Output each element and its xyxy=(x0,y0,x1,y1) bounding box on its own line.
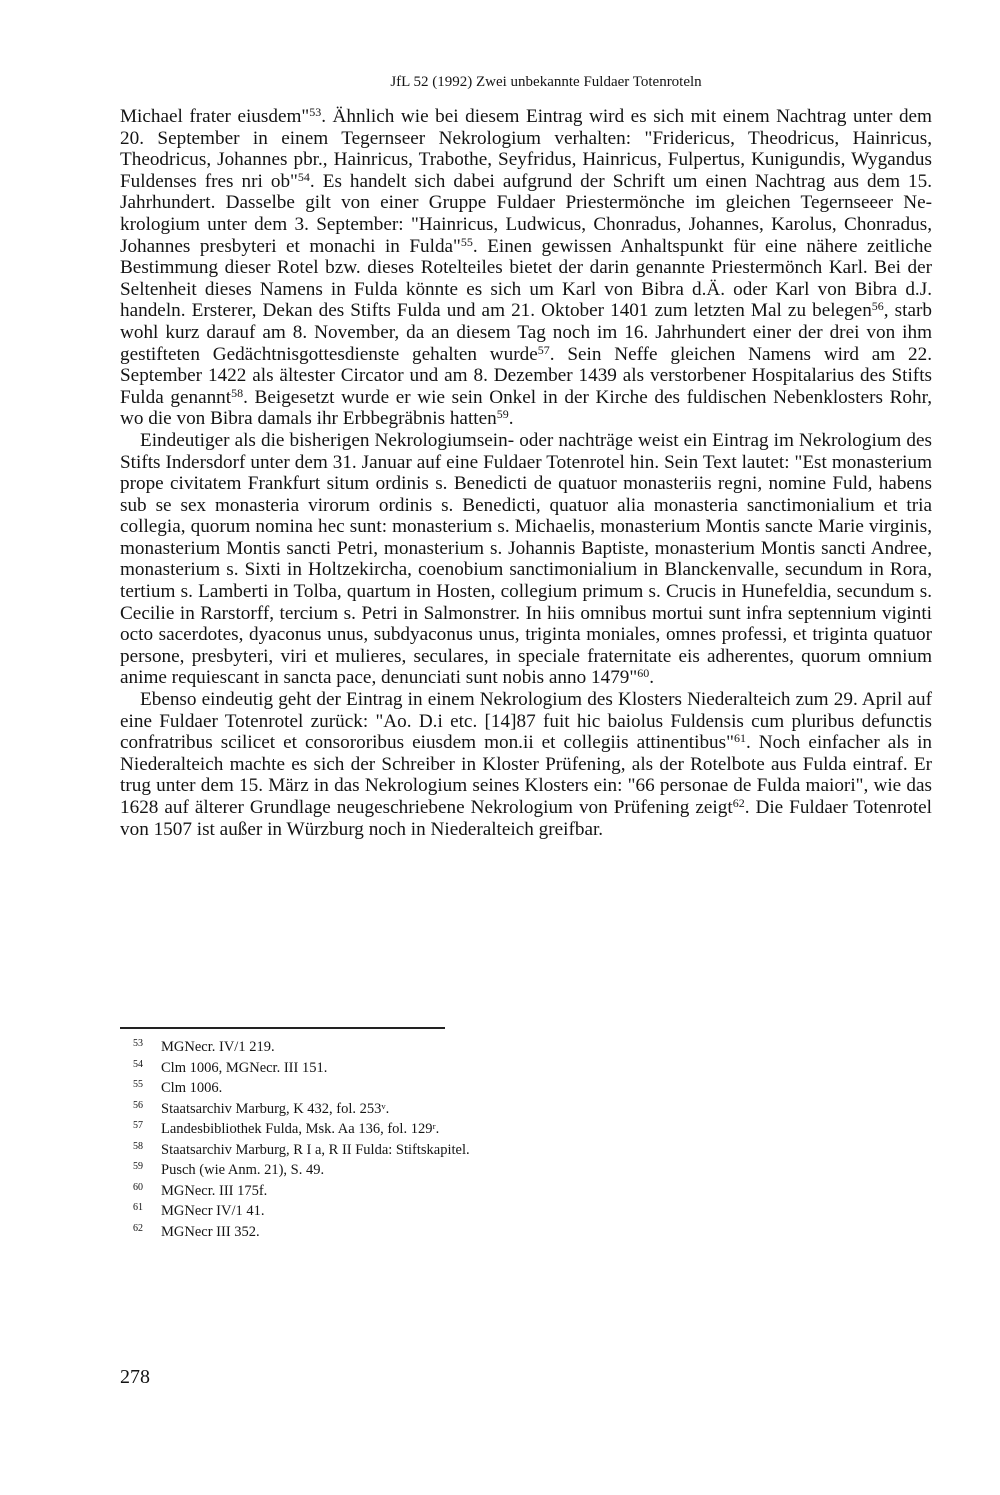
footnote-text: MGNecr. III 175f. xyxy=(161,1182,268,1199)
footnote xyxy=(133,1058,733,1079)
text-run: . Sein Neffe gleichen Namens wird am 22. September 1422 als ältester Circator und am 8. Dezember 1439 als verstorbener Hospitalarius des Stifts Fulda genannt xyxy=(120,343,932,408)
footnote-text: Landesbibliothek Fulda, Msk. Aa 136, fol. 129ʳ. xyxy=(161,1121,440,1137)
text-run: . Es handelt sich dabei aufgrund der Schrift um einen Nachtrag aus dem 15. Jahrhundert. Dasselbe gilt von einer Gruppe Fuldaer Priestermönche im gleichen Tegernseeer Nekrologium unter dem 3. September: "Hainricus, Ludwicus, Chonradus, Johannes, Karolus, Chonradus, Johannes presbyteri et monachi in Fulda" xyxy=(120,170,932,257)
footnote-ref[interactable]: 60 xyxy=(637,666,650,681)
text-run: . Beigesetzt wurde er wie sein Onkel in der Kirche des fuldischen Nebenklosters Rohr, wo die von Bibra damals ihr Erbbegräbnis hatten xyxy=(120,386,932,430)
text-run: , starb wohl kurz darauf am 8. November, da an diesem Tag noch im 16. Jahrhundert einer der drei von ihm gestifteten Gedächtnisgottesdienste gehalten wurde xyxy=(120,300,932,365)
footnote-text: Clm 1006. xyxy=(161,1080,223,1096)
footnote-number: 61 xyxy=(133,1202,143,1213)
body-text xyxy=(120,106,932,840)
footnote-number: 57 xyxy=(133,1120,143,1131)
footnote-text: MGNecr. IV/1 219. xyxy=(161,1039,275,1055)
footnote-text: Pusch (wie Anm. 21), S. 49. xyxy=(161,1162,325,1178)
footnote-ref[interactable]: 57 xyxy=(537,342,550,357)
text-run: Michael frater eiusdem" xyxy=(120,106,310,127)
footnote xyxy=(133,1099,733,1120)
footnote xyxy=(133,1201,733,1222)
page-number: 278 xyxy=(120,1366,150,1388)
footnote-number: 53 xyxy=(133,1038,143,1049)
footnote-ref[interactable]: 55 xyxy=(460,234,473,249)
footnote xyxy=(133,1160,733,1181)
page-content xyxy=(120,72,932,840)
footnote-ref[interactable]: 58 xyxy=(231,385,244,400)
text-run: . xyxy=(508,408,514,430)
footnote xyxy=(133,1037,733,1058)
footnote-ref[interactable]: 54 xyxy=(297,169,310,184)
footnote xyxy=(133,1078,733,1099)
footnote xyxy=(133,1119,733,1140)
footnote-text: MGNecr IV/1 41. xyxy=(161,1203,265,1219)
footnote-number: 55 xyxy=(133,1079,143,1090)
footnote xyxy=(133,1181,733,1202)
footnote-text: Staatsarchiv Marburg, R I a, R II Fulda: Stiftskapitel. xyxy=(161,1141,470,1158)
footnote xyxy=(133,1140,733,1161)
footnote-ref[interactable]: 61 xyxy=(733,731,746,746)
footnote-ref[interactable]: 62 xyxy=(732,796,745,810)
text-run: Eindeutiger als die bisherigen Nekrologiumsein- oder nachträge weist ein Eintrag im Nekrologium des Stifts Indersdorf unter dem 31. Januar auf eine Fuldaer Totenrotel hin. Sein Text lautet: "Est monasterium prope civitatem Frankfurt situm ordinis s. Benedicti de quatuor monasteriis regni, nomine Fuld, habens sub se sex monasteria virorum ordinis s. Benedicti, quatuor alia monasteria sanctimonialium et tria collegia, quorum nomina hec sunt: monasterium s. Michaelis, monasterium Montis sancte Marie virginis, monasterium Montis sancti Petri, monasterium s. Johannis Baptiste, monasterium Montis sancti Andree, monasterium s. Sixti in Holtzekircha, coenobium sanctimonialium in Blanckenvalle, secundum in Rora, tertium s. Lamberti in Tolba, quartum in Hosten, collegium primum s. Crucis in Hunefeldia, secundum s. Cecilie in Rarstorff, tercium s. Petri in Salmonstrer. In hiis omnibus mortui sunt infra septennium viginti octo sacerdotes, dyaconus unus, subdyaconus unus, triginta moniales, omnes professi, et triginta quatuor persone, presbyteri, viri et mulieres, seculares, in speciale fraternitate eis adherentes, quorum omnium anime requiescant in sancta pace, denunciati sunt nobis anno 1479" xyxy=(120,429,932,689)
footnote-ref[interactable]: 59 xyxy=(496,407,509,422)
footnote xyxy=(133,1222,733,1243)
text-run: . xyxy=(649,667,655,689)
paragraph xyxy=(120,106,932,430)
text-run: . Die Fuldaer Totenrotel von 1507 ist außer in Würzburg noch in Niederalteich greifbar. xyxy=(120,797,932,840)
footnote-number: 56 xyxy=(133,1099,143,1111)
footnote-ref[interactable]: 53 xyxy=(309,105,322,119)
footnote-number: 58 xyxy=(133,1140,143,1152)
running-head: JfL 52 (1992) Zwei unbekannte Fuldaer Totenroteln xyxy=(390,74,702,90)
footnote-separator xyxy=(120,1027,445,1029)
footnote-list xyxy=(133,1037,733,1242)
footnote-number: 54 xyxy=(133,1058,143,1070)
footnote-number: 60 xyxy=(133,1181,143,1193)
footnote-ref[interactable]: 56 xyxy=(871,299,884,314)
footnote-number: 62 xyxy=(133,1222,143,1234)
paragraph xyxy=(120,689,932,840)
text-run: . Ähnlich wie bei diesem Eintrag wird es sich mit einem Nachtrag unter dem 20. September in einem Tegernseer Nekrologium verhalten: "Fridericus, Theodricus, Hainricus, Theodricus, Johannes pbr., Hainricus, Trabothe, Seyfridus, Hainricus, Fulpertus, Kunigundis, Wygandus Fuldenses fres nri ob" xyxy=(120,106,932,192)
paragraph xyxy=(120,430,932,689)
footnote-text: Clm 1006, MGNecr. III 151. xyxy=(161,1059,328,1076)
footnote-text: MGNecr III 352. xyxy=(161,1223,260,1240)
text-run: . Einen gewissen Anhaltspunkt für eine nähere zeitliche Bestimmung dieser Rotel bzw. dieses Rotelteiles bietet der darin genannte Priestermönch Karl. Bei der Seltenheit dieses Namens in Fulda könnte es sich um Karl von Bibra d.Ä. oder Karl von Bibra d.J. handeln. Ersterer, Dekan des Stifts Fulda und am 21. Oktober 1401 zum letzten Mal zu belegen xyxy=(120,235,933,322)
footnote-text: Staatsarchiv Marburg, K 432, fol. 253ᵛ. xyxy=(161,1100,390,1117)
text-run: . Noch einfacher als in Niederalteich machte es sich der Schreiber in Kloster Prüfening, als der Rotelbote aus Fulda eintraf. Er trug unter dem 15. März in das Nekrologium seines Klosters ein: "66 personae de Fulda maiori", wie das 1628 auf älterer Grundlage neugeschriebene Nekrologium von Prüfening zeigt xyxy=(120,732,932,818)
footnote-number: 59 xyxy=(133,1161,143,1172)
text-run: Ebenso eindeutig geht der Eintrag in einem Nekrologium des Klosters Niederalteich zum 29. April auf eine Fuldaer Totenrotel zurück: "Ao. D.i etc. [14]87 fuit hic baiolus Fuldensis cum pluribus defunctis confratribus scilicet et consororibus eiusdem mon.ii et collegiis attinentibus" xyxy=(120,689,932,754)
